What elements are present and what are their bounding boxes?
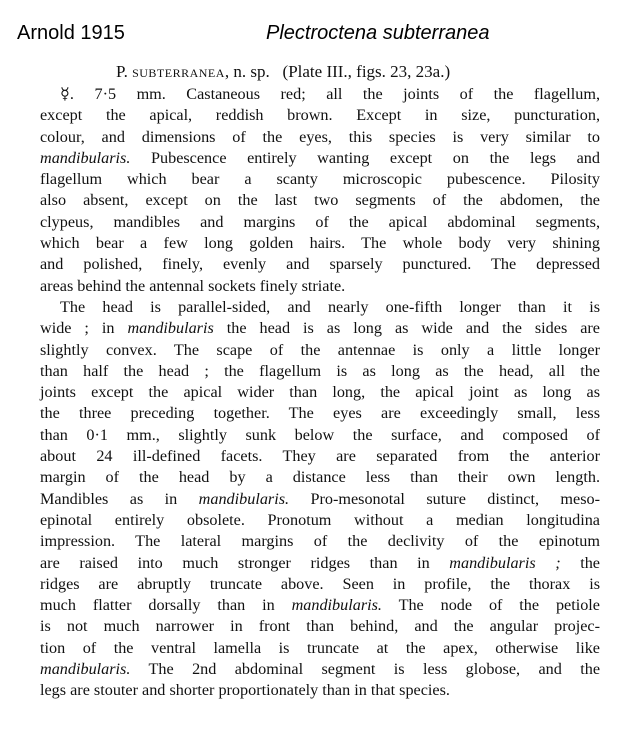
text-line: The head is parallel-sided, and nearly one-fifth longer than it is [60, 297, 600, 316]
text-line: also absent, except on the last two segments of the abdomen, the [40, 191, 600, 210]
heading-species: subterranea [132, 62, 225, 81]
heading-genus: P. [116, 62, 128, 81]
text-line: joints except the apical wider than long, the apical joint as long as [40, 383, 600, 402]
text-line: which bear a few long golden hairs. The whole body very shining [40, 234, 600, 253]
text-line: flagellum which bear a scanty microscopic pubescence. Pilosity [40, 170, 600, 189]
text-line: than half the head ; the flagellum is as long as the head, all the [40, 361, 600, 380]
heading-rest: , n. sp. (Plate III., figs. 23, 23a.) [224, 62, 451, 81]
text-line: ☿. 7·5 mm. Castaneous red; all the joints of the flagellum, [60, 85, 600, 103]
text-line: about 24 ill-defined facets. They are separated from the anterior [40, 447, 600, 466]
text-line: the three preceding together. The eyes are exceedingly small, less [40, 404, 600, 423]
header-citation: Arnold 1915 [17, 22, 125, 44]
text-line: ridges are abruptly truncate above. Seen in profile, the thorax is [40, 574, 600, 593]
text-line: tion of the ventral lamella is truncate at the apex, otherwise like [40, 638, 600, 657]
text-line: Mandibles as in mandibularis. Pro-mesonotal suture distinct, meso- [40, 489, 600, 508]
text-line: areas behind the antennal sockets finely striate. [40, 276, 346, 295]
text-line: wide ; in mandibularis the head is as long as wide and the sides are [40, 319, 600, 338]
text-line: than 0·1 mm., slightly sunk below the surface, and composed of [40, 425, 600, 444]
text-line: margin of the head by a distance less than their own length. [40, 468, 600, 487]
text-line: and polished, finely, evenly and sparsely punctured. The depressed [40, 255, 600, 274]
text-line: slightly convex. The scape of the antennae is only a little longer [40, 340, 600, 359]
text-line: epinotal entirely obsolete. Pronotum without a median longitudina [40, 510, 600, 529]
text-line: except the apical, reddish brown. Except in size, puncturation, [40, 106, 600, 125]
header-species-name: Plectroctena subterranea [266, 22, 490, 44]
text-line: is not much narrower in front than behind, and the angular projec- [40, 617, 600, 636]
text-line: impression. The lateral margins of the declivity of the epinotum [40, 532, 600, 551]
text-line: mandibularis. The 2nd abdominal segment is less globose, and the [40, 660, 600, 679]
text-line: colour, and dimensions of the eyes, this species is very similar to [40, 127, 600, 146]
text-line: legs are stouter and shorter proportionately than in that species. [40, 681, 450, 700]
text-line: mandibularis. Pubescence entirely wanting except on the legs and [40, 148, 600, 167]
species-heading [116, 62, 450, 82]
text-line: are raised into much stronger ridges than in mandibularis ; the [40, 553, 600, 572]
text-line: clypeus, mandibles and margins of the apical abdominal segments, [40, 212, 600, 231]
paragraph-head-thorax [40, 297, 600, 702]
description-body [40, 84, 600, 702]
text-line: much flatter dorsally than in mandibularis. The node of the petiole [40, 596, 600, 615]
paragraph-description [40, 84, 600, 297]
